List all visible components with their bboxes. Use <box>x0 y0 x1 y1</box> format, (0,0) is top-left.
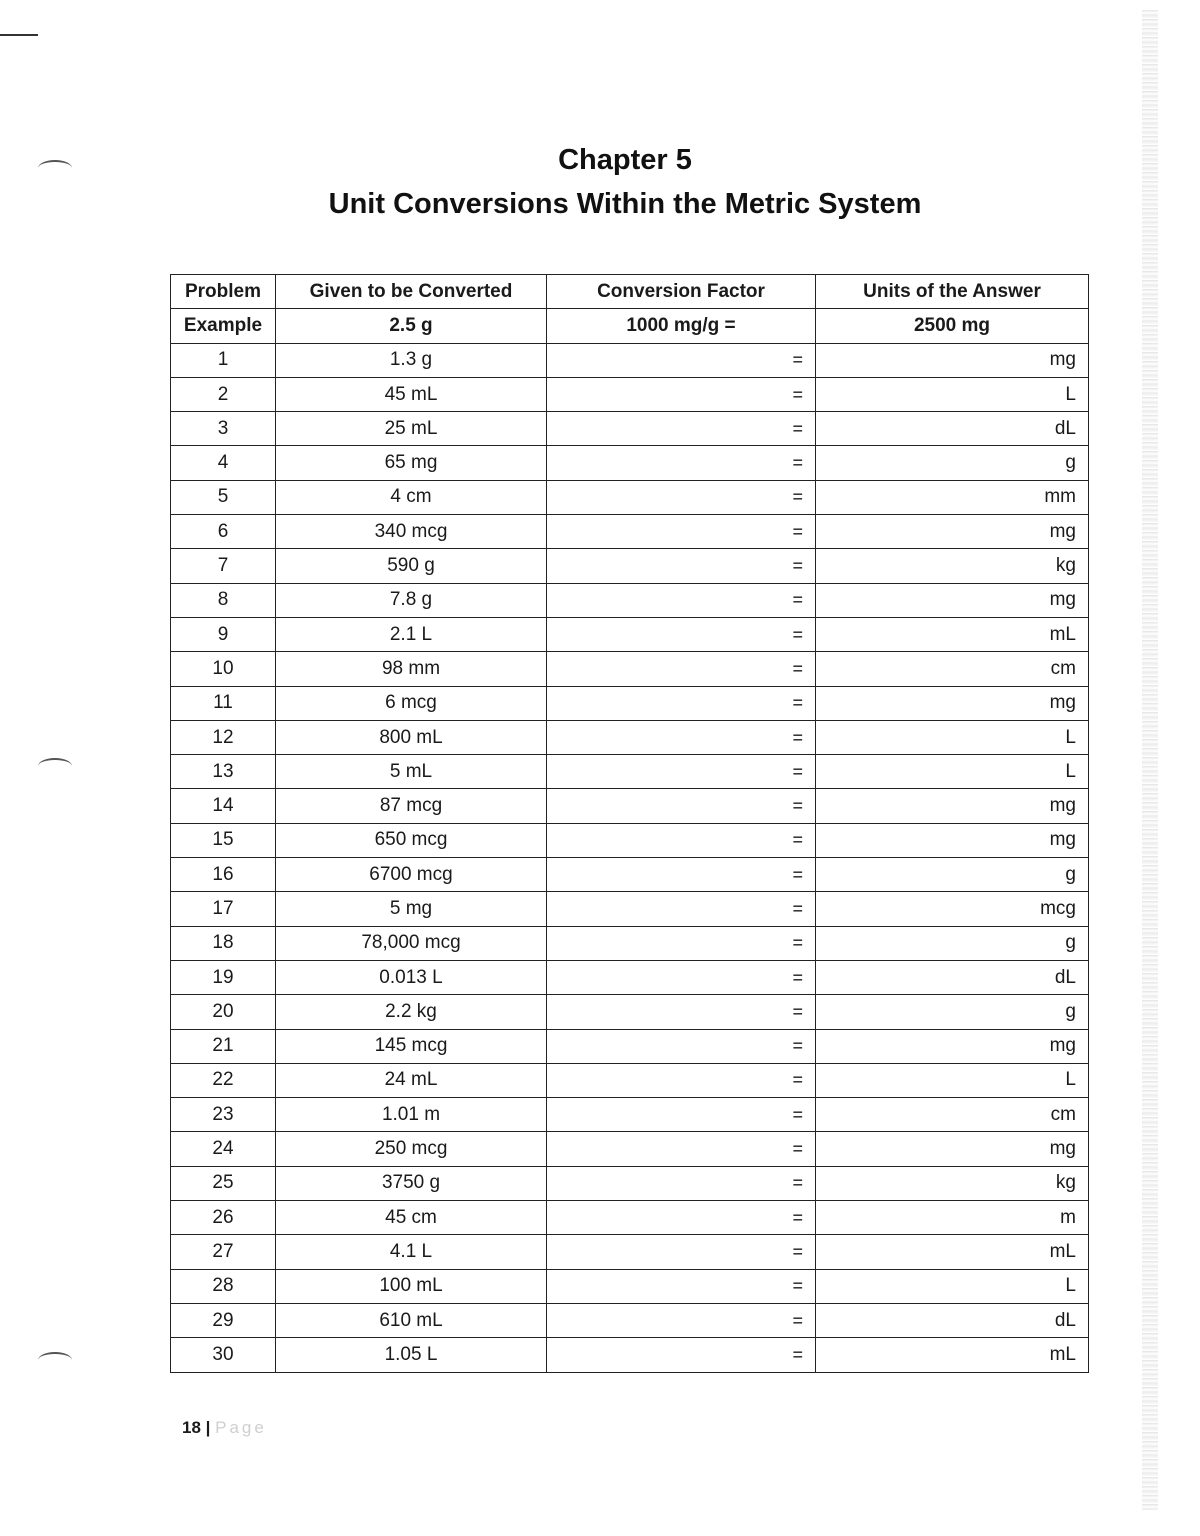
column-header-problem: Problem <box>171 275 276 309</box>
given-value: 4.1 L <box>276 1235 547 1269</box>
table-row <box>171 480 1089 514</box>
conversion-factor-blank[interactable] <box>547 1303 816 1337</box>
page-title: Unit Conversions Within the Metric System <box>328 188 922 220</box>
answer-blank[interactable] <box>816 1166 1089 1200</box>
problem-number: 3 <box>171 412 276 446</box>
answer-unit: mL <box>1049 1240 1076 1262</box>
answer-unit: dL <box>1054 1309 1076 1331</box>
conversion-table <box>170 274 1089 1373</box>
conversion-factor-blank[interactable] <box>547 789 816 823</box>
answer-unit: mg <box>1049 795 1076 817</box>
chapter-heading: Chapter 5 <box>558 144 692 176</box>
problem-number: 28 <box>171 1269 276 1303</box>
column-header-conversion-factor: Conversion Factor <box>547 275 816 309</box>
equals-sign: = <box>792 1344 803 1365</box>
given-value: 6700 mcg <box>276 858 547 892</box>
problem-number: 24 <box>171 1132 276 1166</box>
answer-unit: L <box>1065 383 1076 405</box>
problem-number: 5 <box>171 480 276 514</box>
conversion-factor-blank[interactable] <box>547 1098 816 1132</box>
answer-blank[interactable] <box>816 617 1089 651</box>
answer-blank[interactable] <box>816 995 1089 1029</box>
example-row <box>171 309 1089 343</box>
equals-sign: = <box>792 555 803 576</box>
given-value: 78,000 mcg <box>276 926 547 960</box>
given-value: 590 g <box>276 549 547 583</box>
given-value: 1.3 g <box>276 343 547 377</box>
given-value: 25 mL <box>276 412 547 446</box>
conversion-factor-blank[interactable] <box>547 892 816 926</box>
answer-blank[interactable] <box>816 549 1089 583</box>
conversion-factor-blank[interactable] <box>547 1235 816 1269</box>
page-word: Page <box>215 1418 267 1437</box>
table-row <box>171 892 1089 926</box>
equals-sign: = <box>792 932 803 953</box>
given-value: 250 mcg <box>276 1132 547 1166</box>
problem-number: 8 <box>171 583 276 617</box>
answer-blank[interactable] <box>816 755 1089 789</box>
given-value: 100 mL <box>276 1269 547 1303</box>
given-value: 4 cm <box>276 480 547 514</box>
table-row <box>171 858 1089 892</box>
answer-unit: kg <box>1055 1172 1076 1194</box>
conversion-factor-blank[interactable] <box>547 412 816 446</box>
answer-blank[interactable] <box>816 960 1089 994</box>
given-value: 1.05 L <box>276 1338 547 1372</box>
answer-blank[interactable] <box>816 412 1089 446</box>
given-value: 45 mL <box>276 377 547 411</box>
equals-sign: = <box>792 1207 803 1228</box>
conversion-factor-blank[interactable] <box>547 995 816 1029</box>
answer-unit: mcg <box>1040 897 1076 919</box>
answer-blank[interactable] <box>816 858 1089 892</box>
table-row <box>171 1235 1089 1269</box>
given-value: 65 mg <box>276 446 547 480</box>
example-answer: 2500 mg <box>816 309 1089 343</box>
problem-number: 7 <box>171 549 276 583</box>
table-row <box>171 652 1089 686</box>
table-row <box>171 583 1089 617</box>
answer-blank[interactable] <box>816 377 1089 411</box>
answer-blank[interactable] <box>816 926 1089 960</box>
table-row <box>171 1132 1089 1166</box>
conversion-factor-blank[interactable] <box>547 1029 816 1063</box>
column-header-given: Given to be Converted <box>276 275 547 309</box>
given-value: 340 mcg <box>276 515 547 549</box>
equals-sign: = <box>792 829 803 850</box>
problem-number: 22 <box>171 1063 276 1097</box>
problem-number: 25 <box>171 1166 276 1200</box>
conversion-factor-blank[interactable] <box>547 926 816 960</box>
given-value: 6 mcg <box>276 686 547 720</box>
problem-number: 11 <box>171 686 276 720</box>
problem-number: 10 <box>171 652 276 686</box>
answer-blank[interactable] <box>816 652 1089 686</box>
answer-blank[interactable] <box>816 1063 1089 1097</box>
conversion-factor-blank[interactable] <box>547 515 816 549</box>
answer-blank[interactable] <box>816 720 1089 754</box>
conversion-factor-blank[interactable] <box>547 583 816 617</box>
conversion-factor-blank[interactable] <box>547 617 816 651</box>
problem-number: 23 <box>171 1098 276 1132</box>
table-row <box>171 343 1089 377</box>
problem-number: 12 <box>171 720 276 754</box>
binder-hole-mark <box>38 758 72 774</box>
given-value: 45 cm <box>276 1201 547 1235</box>
conversion-factor-blank[interactable] <box>547 377 816 411</box>
equals-sign: = <box>792 864 803 885</box>
equals-sign: = <box>792 761 803 782</box>
equals-sign: = <box>792 1069 803 1090</box>
given-value: 5 mg <box>276 892 547 926</box>
equals-sign: = <box>792 1104 803 1125</box>
equals-sign: = <box>792 898 803 919</box>
table-row <box>171 823 1089 857</box>
column-header-units-of-answer: Units of the Answer <box>816 275 1089 309</box>
answer-unit: L <box>1065 1275 1076 1297</box>
binder-hole-mark <box>38 1352 72 1368</box>
answer-blank[interactable] <box>816 446 1089 480</box>
table-row <box>171 1029 1089 1063</box>
example-label: Example <box>171 309 276 343</box>
answer-unit: mg <box>1049 349 1076 371</box>
answer-blank[interactable] <box>816 480 1089 514</box>
equals-sign: = <box>792 349 803 370</box>
answer-blank[interactable] <box>816 1269 1089 1303</box>
answer-unit: cm <box>1050 1103 1076 1125</box>
table-row <box>171 1098 1089 1132</box>
conversion-factor-blank[interactable] <box>547 755 816 789</box>
table-row <box>171 617 1089 651</box>
answer-unit: mg <box>1049 829 1076 851</box>
equals-sign: = <box>792 1138 803 1159</box>
answer-blank[interactable] <box>816 1235 1089 1269</box>
table-row <box>171 686 1089 720</box>
answer-blank[interactable] <box>816 1029 1089 1063</box>
conversion-factor-blank[interactable] <box>547 652 816 686</box>
scan-corner-mark <box>0 34 38 36</box>
conversion-factor-blank[interactable] <box>547 1166 816 1200</box>
conversion-factor-blank[interactable] <box>547 1338 816 1372</box>
equals-sign: = <box>792 452 803 473</box>
given-value: 2.2 kg <box>276 995 547 1029</box>
given-value: 7.8 g <box>276 583 547 617</box>
answer-blank[interactable] <box>816 583 1089 617</box>
answer-blank[interactable] <box>816 823 1089 857</box>
conversion-factor-blank[interactable] <box>547 1201 816 1235</box>
equals-sign: = <box>792 692 803 713</box>
given-value: 145 mcg <box>276 1029 547 1063</box>
answer-unit: mg <box>1049 1138 1076 1160</box>
conversion-factor-blank[interactable] <box>547 858 816 892</box>
answer-unit: mL <box>1049 623 1076 645</box>
problem-number: 27 <box>171 1235 276 1269</box>
equals-sign: = <box>792 521 803 542</box>
answer-unit: mg <box>1049 1035 1076 1057</box>
given-value: 5 mL <box>276 755 547 789</box>
table-row <box>171 960 1089 994</box>
table-row <box>171 720 1089 754</box>
example-given: 2.5 g <box>276 309 547 343</box>
table-row <box>171 1166 1089 1200</box>
conversion-factor-blank[interactable] <box>547 720 816 754</box>
scan-edge-shadow <box>1142 10 1158 1510</box>
table-row <box>171 789 1089 823</box>
equals-sign: = <box>792 1275 803 1296</box>
problem-number: 21 <box>171 1029 276 1063</box>
answer-blank[interactable] <box>816 1303 1089 1337</box>
answer-unit: kg <box>1055 555 1076 577</box>
conversion-factor-blank[interactable] <box>547 480 816 514</box>
page-footer <box>182 1418 267 1438</box>
table-row <box>171 412 1089 446</box>
problem-number: 4 <box>171 446 276 480</box>
given-value: 610 mL <box>276 1303 547 1337</box>
conversion-factor-blank[interactable] <box>547 1132 816 1166</box>
problem-number: 30 <box>171 1338 276 1372</box>
table-row <box>171 446 1089 480</box>
conversion-factor-blank[interactable] <box>547 1269 816 1303</box>
problem-number: 20 <box>171 995 276 1029</box>
conversion-factor-blank[interactable] <box>547 446 816 480</box>
answer-unit: dL <box>1054 417 1076 439</box>
table-row <box>171 755 1089 789</box>
example-factor: 1000 mg/g = <box>547 309 816 343</box>
conversion-factor-blank[interactable] <box>547 686 816 720</box>
equals-sign: = <box>792 418 803 439</box>
given-value: 2.1 L <box>276 617 547 651</box>
given-value: 0.013 L <box>276 960 547 994</box>
answer-unit: L <box>1065 726 1076 748</box>
table-row <box>171 377 1089 411</box>
page-number: 18 | <box>182 1418 211 1437</box>
equals-sign: = <box>792 624 803 645</box>
table-row <box>171 549 1089 583</box>
equals-sign: = <box>792 589 803 610</box>
answer-blank[interactable] <box>816 789 1089 823</box>
table-row <box>171 1063 1089 1097</box>
problem-number: 16 <box>171 858 276 892</box>
answer-unit: mg <box>1049 589 1076 611</box>
answer-unit: mL <box>1049 1343 1076 1365</box>
answer-unit: dL <box>1054 966 1076 988</box>
answer-blank[interactable] <box>816 1338 1089 1372</box>
problem-number: 26 <box>171 1201 276 1235</box>
given-value: 3750 g <box>276 1166 547 1200</box>
conversion-factor-blank[interactable] <box>547 1063 816 1097</box>
table-row <box>171 1269 1089 1303</box>
answer-unit: m <box>1060 1206 1076 1228</box>
answer-blank[interactable] <box>816 515 1089 549</box>
table-row <box>171 926 1089 960</box>
answer-unit: g <box>1065 452 1076 474</box>
answer-unit: L <box>1065 760 1076 782</box>
answer-unit: g <box>1065 863 1076 885</box>
answer-blank[interactable] <box>816 343 1089 377</box>
equals-sign: = <box>792 1035 803 1056</box>
equals-sign: = <box>792 658 803 679</box>
equals-sign: = <box>792 486 803 507</box>
answer-unit: g <box>1065 1000 1076 1022</box>
answer-unit: mm <box>1044 486 1076 508</box>
problem-number: 15 <box>171 823 276 857</box>
answer-unit: mg <box>1049 520 1076 542</box>
given-value: 98 mm <box>276 652 547 686</box>
given-value: 800 mL <box>276 720 547 754</box>
problem-number: 19 <box>171 960 276 994</box>
problem-number: 14 <box>171 789 276 823</box>
answer-blank[interactable] <box>816 1098 1089 1132</box>
equals-sign: = <box>792 967 803 988</box>
answer-unit: mg <box>1049 692 1076 714</box>
given-value: 87 mcg <box>276 789 547 823</box>
conversion-factor-blank[interactable] <box>547 960 816 994</box>
equals-sign: = <box>792 1310 803 1331</box>
problem-number: 6 <box>171 515 276 549</box>
table-row <box>171 995 1089 1029</box>
answer-unit: L <box>1065 1069 1076 1091</box>
answer-unit: cm <box>1050 657 1076 679</box>
problem-number: 18 <box>171 926 276 960</box>
problem-number: 13 <box>171 755 276 789</box>
given-value: 24 mL <box>276 1063 547 1097</box>
problem-number: 17 <box>171 892 276 926</box>
conversion-factor-blank[interactable] <box>547 343 816 377</box>
equals-sign: = <box>792 1172 803 1193</box>
conversion-factor-blank[interactable] <box>547 549 816 583</box>
problem-number: 29 <box>171 1303 276 1337</box>
equals-sign: = <box>792 1241 803 1262</box>
equals-sign: = <box>792 727 803 747</box>
table-header-row <box>171 275 1089 309</box>
problem-number: 1 <box>171 343 276 377</box>
problem-number: 9 <box>171 617 276 651</box>
table-row <box>171 515 1089 549</box>
equals-sign: = <box>792 384 803 405</box>
equals-sign: = <box>792 795 803 816</box>
table-row <box>171 1201 1089 1235</box>
equals-sign: = <box>792 1001 803 1022</box>
answer-blank[interactable] <box>816 1201 1089 1235</box>
conversion-factor-blank[interactable] <box>547 823 816 857</box>
answer-blank[interactable] <box>816 892 1089 926</box>
answer-blank[interactable] <box>816 1132 1089 1166</box>
problem-number: 2 <box>171 377 276 411</box>
given-value: 650 mcg <box>276 823 547 857</box>
given-value: 1.01 m <box>276 1098 547 1132</box>
answer-unit: g <box>1065 932 1076 954</box>
table-row <box>171 1303 1089 1337</box>
table-row <box>171 1338 1089 1372</box>
answer-blank[interactable] <box>816 686 1089 720</box>
